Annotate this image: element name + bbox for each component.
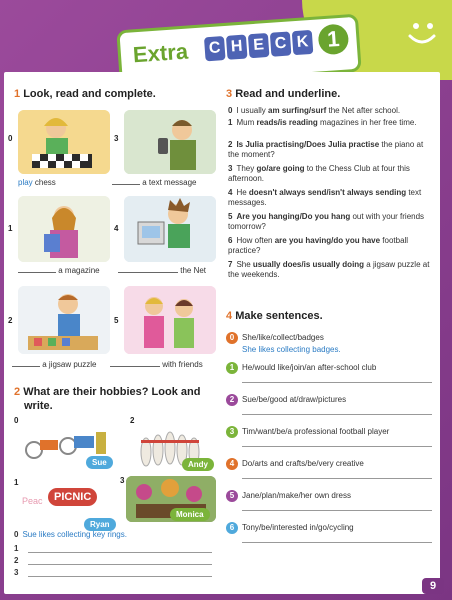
- image-net: [124, 196, 216, 262]
- s2-answer-1: 1: [14, 544, 19, 553]
- image-jigsaw: [18, 286, 110, 354]
- section3-heading: [226, 88, 340, 100]
- worksheet: [4, 72, 440, 594]
- section1-heading: [14, 88, 156, 100]
- s2-answer-0: 0 Sue likes collecting key rings.: [14, 530, 127, 539]
- name-tag-monica: Monica: [170, 508, 210, 521]
- s4-item-0: She/like/collect/badges: [242, 333, 324, 342]
- s3-item-4: 4 He doesn't always send/isn't always sending text messages.: [228, 188, 422, 207]
- title-check-letter: H: [226, 34, 248, 59]
- section3-title: Read and underline.: [235, 88, 341, 100]
- answer-blank[interactable]: [12, 366, 40, 367]
- caption-text: a text message: [142, 178, 197, 187]
- section3-number: 3: [226, 88, 233, 100]
- title-extra-text: Extra: [132, 38, 189, 68]
- answer-line[interactable]: [242, 414, 432, 415]
- answer-line[interactable]: [242, 446, 432, 447]
- s3-item-6: 6 How often are you having/do you have football practice?: [228, 236, 409, 255]
- image-magazine: [18, 196, 110, 262]
- image-chess: [18, 110, 110, 174]
- answer-line[interactable]: [242, 382, 432, 383]
- item-badge: 0: [226, 332, 238, 344]
- item-badge: 6: [226, 522, 238, 534]
- item-badge: 1: [226, 362, 238, 374]
- title-check-letters: [204, 30, 315, 62]
- answer-line[interactable]: [242, 478, 432, 479]
- caption-4: [118, 266, 206, 275]
- item-number: 0: [8, 134, 13, 143]
- s4-item-2: Sue/be/good at/draw/pictures: [242, 395, 347, 404]
- answer-blank[interactable]: [110, 366, 160, 367]
- item-badge: 2: [226, 394, 238, 406]
- caption-answer: play: [18, 178, 33, 187]
- section4-number: 4: [226, 310, 233, 322]
- example-answer: Sue likes collecting key rings.: [22, 530, 127, 539]
- answer-line[interactable]: [242, 542, 432, 543]
- title-check-letter: E: [248, 33, 270, 58]
- s3-item-3: 3 They go/are going to the Chess Club at four this afternoon.: [228, 164, 410, 183]
- answer-line[interactable]: [28, 576, 212, 577]
- s3-item-0: 0 I usually am surfing/surf the Net after school.: [228, 106, 401, 115]
- s3-item-1: 1 Mum reads/is reading magazines in her free time.: [228, 118, 417, 127]
- answer-line[interactable]: [28, 552, 212, 553]
- s4-item-3: Tim/want/be/a professional football player: [242, 427, 390, 436]
- caption-text: a magazine: [58, 266, 100, 275]
- item-number: 3: [114, 134, 119, 143]
- answer-line[interactable]: [28, 564, 212, 565]
- s4-item-6: Tony/be/interested in/go/cycling: [242, 523, 354, 532]
- name-tag-sue: Sue: [86, 456, 113, 469]
- smiley-icon: [402, 12, 442, 52]
- item-badge: 5: [226, 490, 238, 502]
- caption-text: the Net: [180, 266, 207, 275]
- answer-blank[interactable]: [118, 272, 178, 273]
- picnic-peace-text: Peac: [22, 496, 43, 506]
- picture-label: 0: [14, 416, 19, 425]
- picture-label: 1: [14, 478, 19, 487]
- item-badge: 3: [226, 426, 238, 438]
- item-number: 4: [114, 224, 119, 233]
- answer-blank[interactable]: [18, 272, 56, 273]
- answer-line[interactable]: [242, 510, 432, 511]
- section2-title: What are their hobbies? Look and: [23, 386, 201, 398]
- s3-item-5: 5 Are you hanging/Do you hang out with your friends tomorrow?: [228, 212, 425, 231]
- caption-text: a jigsaw puzzle: [42, 360, 97, 369]
- name-tag-ryan: Ryan: [84, 518, 116, 531]
- caption-0: [18, 178, 56, 187]
- s4-item-5: Jane/plan/make/her own dress: [242, 491, 351, 500]
- image-friends: [124, 286, 216, 354]
- section1-title: Look, read and complete.: [23, 88, 156, 100]
- s2-answer-2: 2: [14, 556, 19, 565]
- s4-example-0: She likes collecting badges.: [242, 345, 341, 354]
- caption-text: with friends: [162, 360, 203, 369]
- page-number: 9: [422, 578, 444, 594]
- name-tag-andy: Andy: [182, 458, 214, 471]
- s4-item-1: He/would like/join/an after-school club: [242, 363, 377, 372]
- title-check-letter: C: [204, 36, 226, 61]
- item-badge: 4: [226, 458, 238, 470]
- title-check-letter: K: [292, 30, 314, 55]
- caption-5: [110, 360, 203, 369]
- s2-answer-3: 3: [14, 568, 19, 577]
- s3-item-2: 2 Is Julia practising/Does Julia practise the piano at the moment?: [228, 140, 424, 159]
- section2-heading: [14, 386, 200, 398]
- section4-title: Make sentences.: [235, 310, 323, 322]
- section2-title-line2: write.: [24, 400, 53, 412]
- item-number: 2: [8, 316, 13, 325]
- image-text-message: [124, 110, 216, 174]
- title-check-letter: C: [270, 31, 292, 56]
- caption-text: chess: [32, 178, 56, 187]
- section2-number: 2: [14, 386, 21, 398]
- item-number: 1: [8, 224, 13, 233]
- caption-1: [18, 266, 100, 275]
- title-number-badge: 1: [317, 23, 349, 55]
- picture-label: 3: [120, 476, 125, 485]
- section1-number: 1: [14, 88, 21, 100]
- caption-3: [112, 178, 196, 187]
- s4-item-4: Do/arts and crafts/be/very creative: [242, 459, 364, 468]
- section4-heading: [226, 310, 323, 322]
- caption-2: [12, 360, 96, 369]
- picture-label: 2: [130, 416, 135, 425]
- s3-item-7: 7 She usually does/is usually doing a jigsaw puzzle at the weekends.: [228, 260, 430, 279]
- answer-blank[interactable]: [112, 184, 140, 185]
- item-number: 5: [114, 316, 119, 325]
- picnic-sign: PICNIC: [48, 488, 97, 506]
